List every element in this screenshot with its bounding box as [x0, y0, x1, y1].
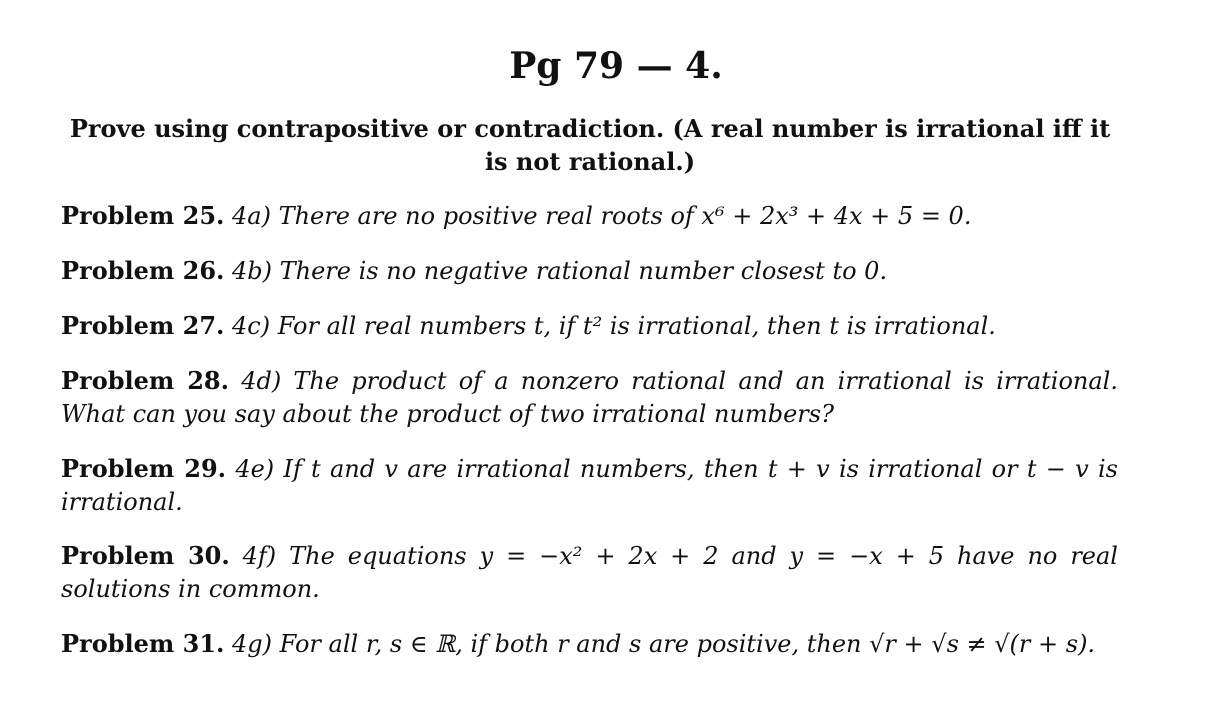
page-title: Pg 79 — 4. [509, 45, 723, 87]
problem-statement: 4e) If t and v are irrational numbers, then t + v is irrational or t − v is irrational. [61, 455, 1118, 516]
problem-28 [61, 364, 1118, 431]
problem-31 [61, 627, 1118, 661]
problem-27 [61, 309, 1118, 343]
problem-statement: 4g) For all r, s ∈ ℝ, if both r and s are positive, then √r + √s ≠ √(r + s). [232, 630, 1096, 658]
problem-25 [61, 199, 1118, 233]
problem-30 [61, 539, 1118, 606]
problem-label: Problem 26. [61, 256, 225, 285]
problem-statement: 4c) For all real numbers t, if t² is irrational, then t is irrational. [232, 312, 996, 340]
problem-label: Problem 28. [61, 366, 229, 395]
instructions: Prove using contrapositive or contradiction. (A real number is irrational iff it is not rational.) [69, 114, 1111, 176]
problem-label: Problem 27. [61, 311, 225, 340]
problem-statement: 4f) The equations y = −x² + 2x + 2 and y = −x + 5 have no real solutions in common. [61, 542, 1118, 603]
problem-statement: 4d) The product of a nonzero rational and an irrational is irrational. What can you say about the product of two irrational numbers? [61, 367, 1118, 428]
problem-29 [61, 452, 1118, 519]
problem-label: Problem 29. [61, 454, 227, 483]
problem-26 [61, 254, 1118, 288]
problem-label: Problem 31. [61, 629, 225, 658]
problem-label: Problem 25. [61, 201, 225, 230]
problem-statement: 4a) There are no positive real roots of x⁶ + 2x³ + 4x + 5 = 0. [232, 202, 972, 230]
problem-label: Problem 30. [61, 541, 230, 570]
problem-statement: 4b) There is no negative rational number closest to 0. [232, 257, 888, 285]
